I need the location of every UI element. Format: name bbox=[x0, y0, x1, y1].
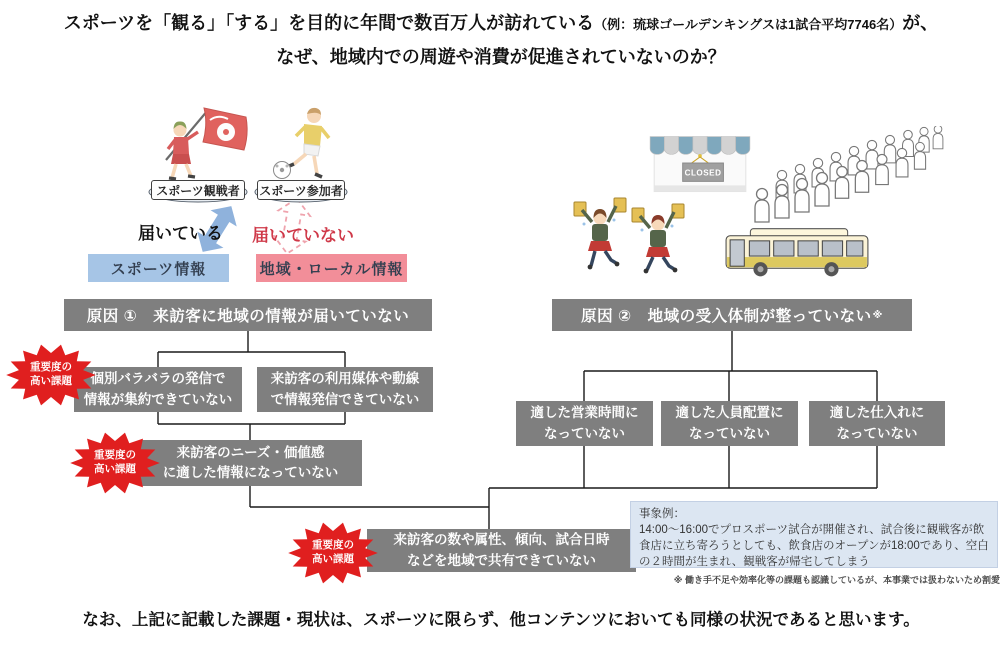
issue-staff-line1: 適した人員配置に bbox=[675, 405, 784, 421]
issue-supply-box bbox=[809, 401, 945, 446]
title-line2: なぜ、地域内での周遊や消費が促進されていないのか？ bbox=[276, 47, 726, 67]
closed-store-icon bbox=[644, 124, 756, 198]
crowd-queue-icon bbox=[750, 126, 968, 238]
cause2-box bbox=[552, 299, 912, 331]
title-line1 bbox=[0, 8, 1002, 40]
priority-burst-1 bbox=[4, 343, 98, 407]
cause1-label: 原因 ① 来訪客に地域の情報が届いていない bbox=[86, 308, 410, 325]
issue-media-box bbox=[257, 367, 433, 412]
issue-staff-line2: なっていない bbox=[689, 425, 770, 441]
closed-sign-text: CLOSED bbox=[684, 168, 722, 178]
local-info-box: 地域・ローカル情報 bbox=[256, 254, 407, 282]
bus-icon bbox=[722, 226, 874, 278]
bottom-note: なお、上記に記載した課題・現状は、スポーツに限らず、他コンテンツにおいても同様の状況であると思います。 bbox=[82, 611, 920, 629]
participant-label: スポーツ参加者 bbox=[257, 180, 345, 200]
sports-info-box: スポーツ情報 bbox=[88, 254, 229, 282]
priority-badge-line2: 高い課題 bbox=[94, 463, 136, 475]
issue-hours-line1: 適した営業時間に bbox=[530, 405, 639, 421]
example-body: 14:00〜16:00でプロスポーツ試合が開催され、試合後に観戦客が飲食店に立ち寄ろうとしても、飲食店のオープンが18:00であり、空白の２時間が生まれ、観戦客が帰宅してしまう bbox=[639, 524, 989, 569]
issue-staff-box bbox=[661, 401, 798, 446]
cause2-label: 原因 ② 地域の受入体制が整っていない bbox=[581, 308, 872, 325]
spectator-label: スポーツ観戦者 bbox=[151, 180, 245, 200]
issue-needs-line2: に適した情報になっていない bbox=[162, 465, 339, 480]
issue-share-line1: 来訪客の数や属性、傾向、試合日時 bbox=[393, 532, 610, 548]
priority-badge-line1: 重要度の bbox=[312, 539, 354, 552]
priority-burst-2 bbox=[68, 431, 162, 495]
not-delivered-label: 届いていない bbox=[252, 226, 354, 245]
delivered-label: 届いている bbox=[138, 224, 223, 243]
issue-share-box bbox=[367, 529, 636, 572]
title-line1-suffix: が、 bbox=[902, 13, 939, 33]
cause1-box bbox=[64, 299, 432, 331]
issue-supply-line2: なっていない bbox=[836, 425, 918, 441]
priority-burst-3 bbox=[286, 521, 380, 585]
issue-scatter-box bbox=[74, 367, 242, 412]
flag-spectator-icon bbox=[146, 104, 254, 184]
priority-badge-line1: 重要度の bbox=[94, 449, 136, 462]
footnote: ※ 働き手不足や効率化等の課題も認識しているが、本事業では扱わないため割愛 bbox=[673, 575, 1000, 585]
priority-badge-line1: 重要度の bbox=[30, 361, 72, 374]
issue-hours-line2: なっていない bbox=[544, 425, 625, 441]
title-line1-main: スポーツを「観る」「する」を目的に年間で数百万人が訪れている bbox=[63, 13, 595, 33]
example-case-box bbox=[630, 501, 998, 568]
soccer-player-icon bbox=[260, 104, 348, 184]
priority-badge-line2: 高い課題 bbox=[30, 375, 72, 387]
issue-hours-box bbox=[516, 401, 653, 446]
issue-scatter-line2: 情報が集約できていない bbox=[83, 391, 233, 407]
example-title: 事象例： bbox=[639, 508, 685, 520]
issue-needs-line1: 来訪客のニーズ・価値感 bbox=[176, 444, 325, 460]
priority-badge-line2: 高い課題 bbox=[312, 553, 354, 565]
running-waiters-icon bbox=[570, 190, 698, 276]
title-line1-note: （例：琉球ゴールデンキングスは1試合平均7746名） bbox=[594, 17, 903, 32]
issue-supply-line1: 適した仕入れに bbox=[829, 405, 925, 421]
issue-share-line2: などを地域で共有できていない bbox=[407, 552, 596, 568]
issue-media-line1: 来訪客の利用媒体や動線 bbox=[270, 371, 420, 387]
issue-scatter-line1: 個別バラバラの発信で bbox=[90, 371, 226, 387]
page-title bbox=[0, 8, 1002, 72]
issue-media-line2: で情報発信できていない bbox=[270, 391, 420, 407]
issue-needs-box bbox=[139, 440, 362, 486]
cause2-note-mark: ※ bbox=[872, 309, 883, 321]
